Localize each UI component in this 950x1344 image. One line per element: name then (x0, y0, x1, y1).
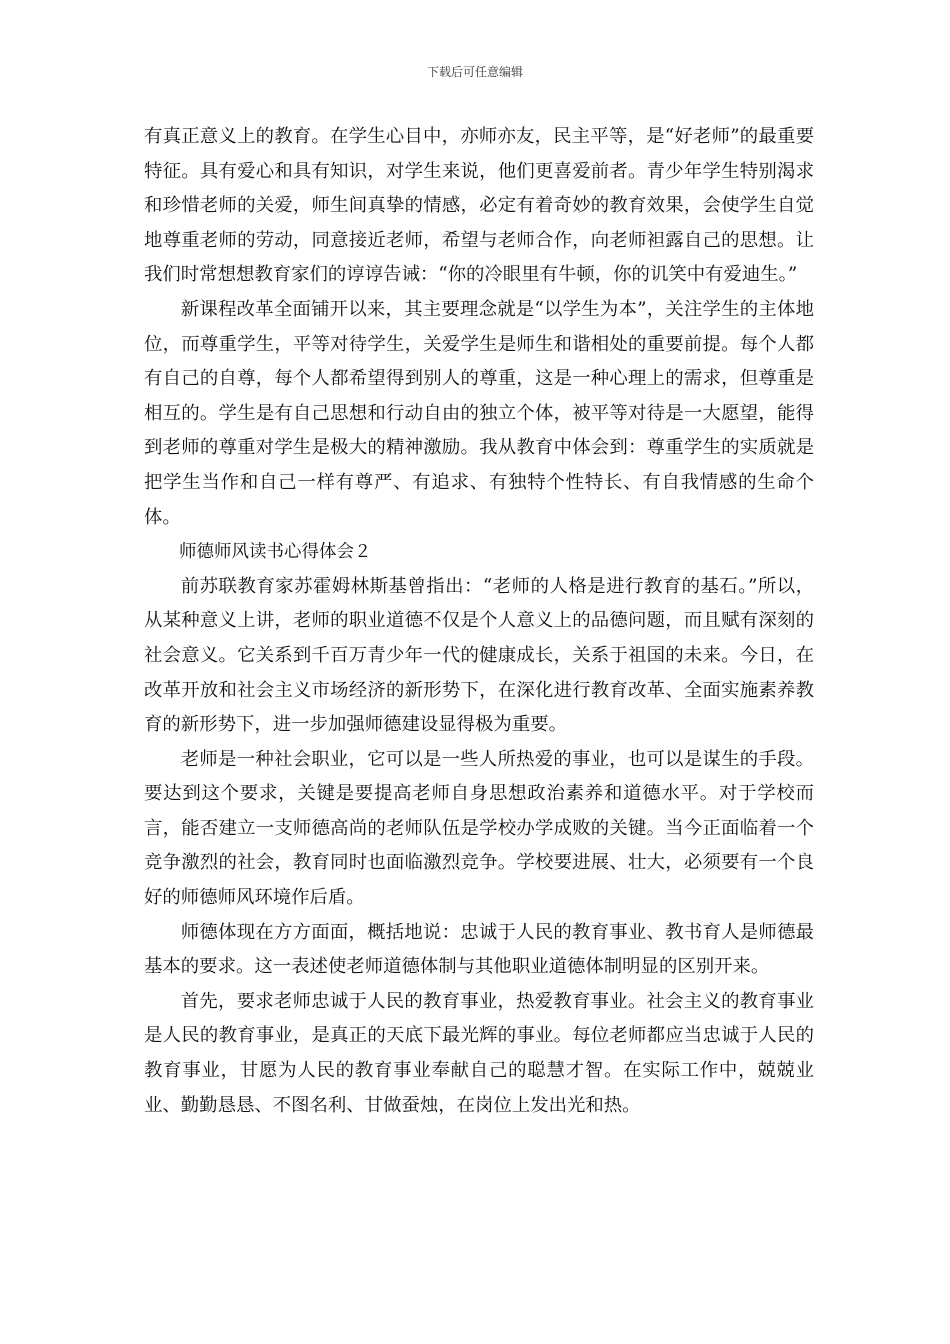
page-header-note: 下载后可任意编辑 (426, 65, 523, 79)
paragraph-continuation: 有真正意义上的教育。在学生心目中，亦师亦友，民主平等，是“好老师”的最重要特征。具有爱心和具有知识，对学生来说，他们更喜爱前者。青少年学生特别渴求和珍惜老师的关爱，师生间真挚的情感，必定有着奇妙的教育效果，会使学生自觉地尊重老师的劳动，同意接近老师，希望与老师合作，向老师袒露自己的思想。让我们时常想想教育家们的谆谆告诫：“你的冷眼里有牛顿，你的讥笑中有爱迪生。” (144, 126, 814, 286)
paragraph-curriculum-reform: 新课程改革全面铺开以来，其主要理念就是“以学生为本”，关注学生的主体地位，而尊重学生，平等对待学生，关爱学生是师生和谐相处的重要前提。每个人都有自己的自尊，每个人都希望得到别人的尊重，这是一种心理上的需求，但尊重是相互的。学生是有自己思想和行动自由的独立个体，被平等对待是一大愿望，能得到老师的尊重对学生是极大的精神激励。我从教育中体会到：尊重学生的实质就是把学生当作和自己一样有尊严、有追求、有独特个性特长、有自我情感的生命个体。 (144, 298, 814, 528)
section-heading: 师德师风读书心得体会２ (179, 542, 372, 563)
paragraph-sukhomlinsky: 前苏联教育家苏霍姆林斯基曾指出：“老师的人格是进行教育的基石。”所以，从某种意义上讲，老师的职业道德不仅是个人意义上的品德问题，而且赋有深刻的社会意义。它关系到千百万青少年一代的健康成长，关系于祖国的未来。今日，在改革开放和社会主义市场经济的新形势下，在深化进行教育改革、全面实施素养教育的新形势下，进一步加强师德建设显得极为重要。 (144, 575, 814, 736)
paragraph-teacher-ethics: 师德体现在方方面面，概括地说：忠诚于人民的教育事业、教书育人是师德最基本的要求。这一表述使老师道德体制与其他职业道德体制明显的区别开来。 (144, 921, 814, 978)
paragraph-loyalty: 首先，要求老师忠诚于人民的教育事业，热爱教育事业。社会主义的教育事业是人民的教育事业，是真正的天底下最光辉的事业。每位老师都应当忠诚于人民的教育事业，甘愿为人民的教育事业奉献自己的聪慧才智。在实际工作中，兢兢业业、勤勤恳恳、不图名利、甘做蚕烛，在岗位上发出光和热。 (144, 990, 814, 1116)
paragraph-teacher-profession: 老师是一种社会职业，它可以是一些人所热爱的事业，也可以是谋生的手段。要达到这个要求，关键是要提高老师自身思想政治素养和道德水平。对于学校而言，能否建立一支师德高尚的老师队伍是学校办学成败的关键。当今正面临着一个竞争激烈的社会，教育同时也面临激烈竞争。学校要进展、壮大，必须要有一个良好的师德师风环境作后盾。 (144, 748, 814, 909)
document-body (144, 120, 814, 1123)
